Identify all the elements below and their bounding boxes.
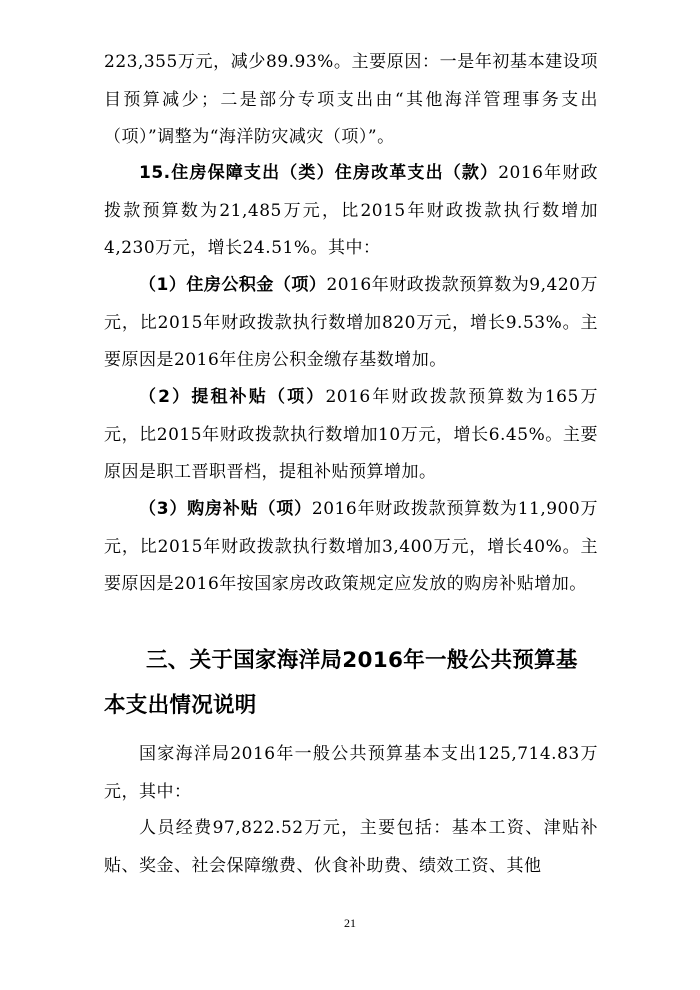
item-heading-housing-fund: （1）住房公积金（项）: [139, 275, 327, 295]
section-heading: 三、关于国家海洋局2016年一般公共预算基本支出情况说明: [104, 648, 578, 718]
paragraph-housing-fund: [104, 267, 598, 380]
paragraph-purchase-subsidy: [104, 491, 598, 604]
paragraph-intro: 223,355万元，减少89.93%。主要原因：一是年初基本建设项目预算减少；二是部分专项支出由“其他海洋管理事务支出（项）”调整为“海洋防灾减灾（项）”。: [104, 52, 598, 147]
item-text-housing-fund: 2016年财政拨款预算数为9,420万元，比2015年财政拨款执行数增加820万元，增长9.53%。主要原因是2016年住房公积金缴存基数增加。: [104, 275, 598, 370]
item-heading-rent-subsidy: （2）提租补贴（项）: [139, 387, 326, 407]
item-text-housing-reform: 2016年财政拨款预算数为21,485万元，比2015年财政拨款执行数增加4,230万元，增长24.51%。其中：: [104, 163, 598, 258]
item-text-purchase-subsidy: 2016年财政拨款预算数为11,900万元，比2015年财政拨款执行数增加3,400万元，增长40%。主要原因是2016年按国家房改政策规定应发放的购房补贴增加。: [104, 499, 598, 594]
page-number: 21: [344, 916, 356, 930]
item-heading-purchase-subsidy: （3）购房补贴（项）: [139, 499, 312, 519]
item-heading-housing-reform: 15.住房保障支出（类）住房改革支出（款）: [139, 163, 499, 183]
item-text-rent-subsidy: 2016年财政拨款预算数为165万元，比2015年财政拨款执行数增加10万元，增长6.45%。主要原因是职工晋职晋档，提租补贴预算增加。: [104, 387, 598, 482]
paragraph-personnel-costs: 人员经费97,822.52万元，主要包括：基本工资、津贴补贴、奖金、社会保障缴费、伙食补助费、绩效工资、其他: [104, 818, 598, 876]
paragraph-rent-subsidy: [104, 379, 598, 492]
paragraph-basic-expenditure: 国家海洋局2016年一般公共预算基本支出125,714.83万元，其中：: [104, 744, 598, 802]
paragraph-housing-reform: [104, 155, 598, 268]
